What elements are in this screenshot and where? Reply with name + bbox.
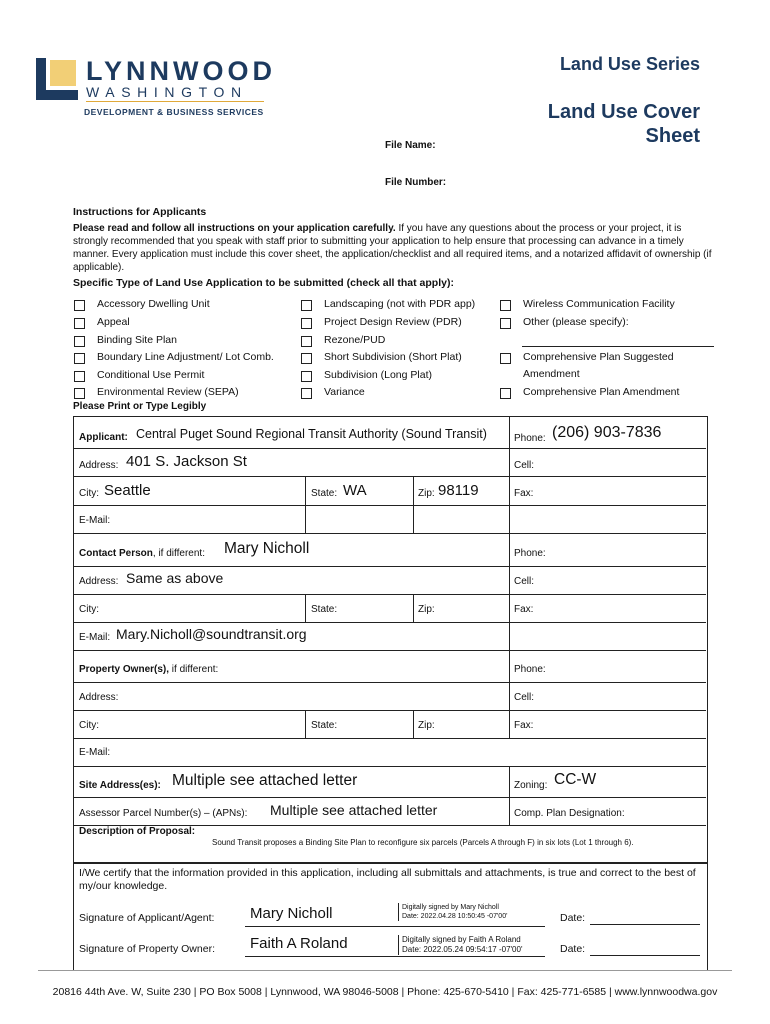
applicant-state[interactable]: WA [343, 482, 367, 499]
sig-owner-digital-line1: Digitally signed by Faith A Roland [402, 935, 521, 944]
checkbox-label-conditional-use-permit: Conditional Use Permit [97, 369, 205, 381]
checkbox-label-environmental-review-sepa: Environmental Review (SEPA) [97, 386, 239, 398]
checkbox-label-other-please-specify: Other (please specify): [523, 316, 629, 328]
checkbox-label-rezone-pud: Rezone/PUD [324, 334, 386, 346]
applicant-zip[interactable]: 98119 [438, 482, 479, 499]
checkbox-project-design-review-pdr[interactable] [301, 318, 312, 329]
sig-owner-digital-line2: Date: 2022.05.24 09:54:17 -07'00' [402, 945, 523, 954]
applicant-state-label: State: [311, 488, 338, 499]
footer-rule [38, 970, 732, 971]
owner-label-suffix: if different: [169, 664, 219, 675]
checkbox-environmental-review-sepa[interactable] [74, 388, 85, 399]
apn-label: Assessor Parcel Number(s) – (APNs): [79, 808, 248, 819]
contact-state-label: State: [311, 604, 338, 615]
apn-value[interactable]: Multiple see attached letter [270, 802, 438, 818]
print-legibly: Please Print or Type Legibly [73, 401, 207, 412]
logo-state: WASHINGTON [86, 84, 248, 100]
owner-label: Property Owner(s), [79, 664, 170, 675]
applicant-fax-label: Fax: [514, 488, 534, 499]
sig-applicant-name[interactable]: Mary Nicholl [250, 905, 333, 922]
contact-address[interactable]: Same as above [126, 570, 224, 586]
owner-state-label: State: [311, 720, 338, 731]
checkbox-label-comprehensive-plan-amendment: Comprehensive Plan Amendment [523, 386, 680, 398]
contact-cell-label: Cell: [514, 576, 535, 587]
applicant-name[interactable]: Central Puget Sound Regional Transit Authority (Sound Transit) [136, 427, 487, 441]
checkbox-label-project-design-review-pdr: Project Design Review (PDR) [324, 316, 462, 328]
sig-owner-label: Signature of Property Owner: [79, 943, 215, 955]
checkbox-conditional-use-permit[interactable] [74, 371, 85, 382]
checkbox-binding-site-plan[interactable] [74, 336, 85, 347]
owner-fax-label: Fax: [514, 720, 534, 731]
logo-name: LYNNWOOD [86, 56, 277, 86]
file-name-label: File Name: [385, 140, 436, 151]
contact-label-suffix: , if different: [152, 548, 205, 559]
checkbox-comprehensive-plan-suggested[interactable] [500, 353, 511, 364]
checkbox-comprehensive-plan-amendment[interactable] [500, 388, 511, 399]
instructions-body: If you have any questions about the process or your project, it is strongly recommended that you speak with staff prior to submitting your application to help ensure that processing can advance in a timely manner. Every application must include this cover sheet, the application/checklist and all required items, and a notarized affidavit of ownership (if applicable). [73, 223, 712, 273]
applicant-address[interactable]: 401 S. Jackson St [126, 453, 247, 470]
checkbox-variance[interactable] [301, 388, 312, 399]
checkbox-short-subdivision-short-plat[interactable] [301, 353, 312, 364]
comp-plan-label: Comp. Plan Designation: [514, 808, 625, 819]
checkbox-accessory-dwelling-unit[interactable] [74, 300, 85, 311]
checkbox-wireless-communication-facility[interactable] [500, 300, 511, 311]
instructions [73, 206, 713, 290]
contact-zip-label: Zip: [418, 604, 435, 615]
logo-dept: DEVELOPMENT & BUSINESS SERVICES [84, 107, 264, 117]
contact-email-label: E-Mail: [79, 632, 111, 643]
footer-address: 20816 44th Ave. W, Suite 230 | PO Box 5008 | Lynnwood, WA 98046-5008 | Phone: 425-670-5410 | Fax: 425-771-6585 | www.lynnwoodwa.gov [52, 986, 718, 998]
checkbox-landscaping-not-with-pdr-app[interactable] [301, 300, 312, 311]
owner-phone-label: Phone: [514, 664, 546, 675]
sig-applicant-date-label: Date: [560, 912, 586, 924]
checkbox-label-boundary-line-adjustment-lot-comb: Boundary Line Adjustment/ Lot Comb. [97, 351, 274, 363]
owner-email-label: E-Mail: [79, 747, 111, 758]
checkbox-label-appeal: Appeal [97, 316, 130, 328]
sig-applicant-label: Signature of Applicant/Agent: [79, 912, 215, 924]
checkbox-boundary-line-adjustment-lot-comb[interactable] [74, 353, 85, 364]
certify-text: I/We certify that the information provided in this application, including all submittals and attachments, is true and correct to the best of my/our knowledge. [79, 867, 696, 892]
owner-city-label: City: [79, 720, 99, 731]
sig-applicant-digital-line1: Digitally signed by Mary Nicholl [402, 904, 499, 911]
contact-city-label: City: [79, 604, 99, 615]
applicant-phone[interactable]: (206) 903-7836 [552, 424, 662, 441]
checkbox-label-wireless-communication-facility: Wireless Communication Facility [523, 298, 675, 310]
lynnwood-logo-mark [36, 58, 78, 100]
checkbox-other-please-specify[interactable] [500, 318, 511, 329]
description-value[interactable]: Sound Transit proposes a Binding Site Plan to reconfigure six parcels (Parcels A through F) in six lots (Lot 1 through 6). [212, 838, 634, 847]
checkbox-label-accessory-dwelling-unit: Accessory Dwelling Unit [97, 298, 210, 310]
applicant-city[interactable]: Seattle [104, 482, 151, 499]
checkbox-label-landscaping-not-with-pdr-app: Landscaping (not with PDR app) [324, 298, 476, 310]
zoning-value[interactable]: CC-W [554, 771, 597, 788]
owner-zip-label: Zip: [418, 720, 435, 731]
applicant-city-label: City: [79, 488, 99, 499]
sig-owner-digital [398, 935, 522, 955]
contact-phone-label: Phone: [514, 548, 546, 559]
site-address[interactable]: Multiple see attached letter [172, 772, 358, 789]
applicant-cell-label: Cell: [514, 460, 535, 471]
checkbox-rezone-pud[interactable] [301, 336, 312, 347]
series-title: Land Use Series [559, 54, 700, 74]
description-label: Description of Proposal: [79, 826, 196, 837]
instructions-bold: Please read and follow all instructions on your application carefully. [73, 223, 396, 234]
zoning-label: Zoning: [514, 780, 548, 791]
owner-cell-label: Cell: [514, 692, 535, 703]
logo-divider [86, 101, 264, 102]
checkbox-appeal[interactable] [74, 318, 85, 329]
checkbox-label-short-subdivision-short-plat: Short Subdivision (Short Plat) [324, 351, 462, 363]
sig-applicant-digital [398, 903, 507, 921]
checkbox-label-binding-site-plan: Binding Site Plan [97, 334, 177, 346]
applicant-label: Applicant: [79, 432, 128, 443]
sig-owner-name[interactable]: Faith A Roland [250, 935, 348, 952]
checkbox-label-comprehensive-plan-suggested: Comprehensive Plan Suggested [523, 351, 674, 363]
checkbox-label-subdivision-long-plat: Subdivision (Long Plat) [324, 369, 432, 381]
sig-applicant-digital-line2: Date: 2022.04.28 10:50:45 -07'00' [402, 913, 508, 920]
checkbox-label-amendment: Amendment [523, 368, 580, 380]
other-specify-line [522, 346, 714, 347]
site-label: Site Address(es): [79, 780, 161, 791]
applicant-address-label: Address: [79, 460, 119, 471]
applicant-email-label: E-Mail: [79, 515, 111, 526]
contact-address-label: Address: [79, 576, 119, 587]
contact-label: Contact Person [79, 548, 153, 559]
sig-owner-date-label: Date: [560, 943, 586, 955]
file-number-label: File Number: [385, 177, 447, 188]
contact-email[interactable]: Mary.Nicholl@soundtransit.org [116, 626, 307, 642]
checkbox-subdivision-long-plat[interactable] [301, 371, 312, 382]
applicant-zip-label: Zip: [418, 488, 435, 499]
type-heading: Specific Type of Land Use Application to be submitted (check all that apply): [73, 277, 454, 289]
cover-title: Land Use Cover Sheet [547, 101, 700, 147]
owner-address-label: Address: [79, 692, 119, 703]
contact-fax-label: Fax: [514, 604, 534, 615]
applicant-phone-label: Phone: [514, 433, 546, 444]
contact-name[interactable]: Mary Nicholl [224, 540, 310, 557]
checkbox-label-variance: Variance [324, 386, 365, 398]
instructions-heading: Instructions for Applicants [73, 206, 207, 218]
